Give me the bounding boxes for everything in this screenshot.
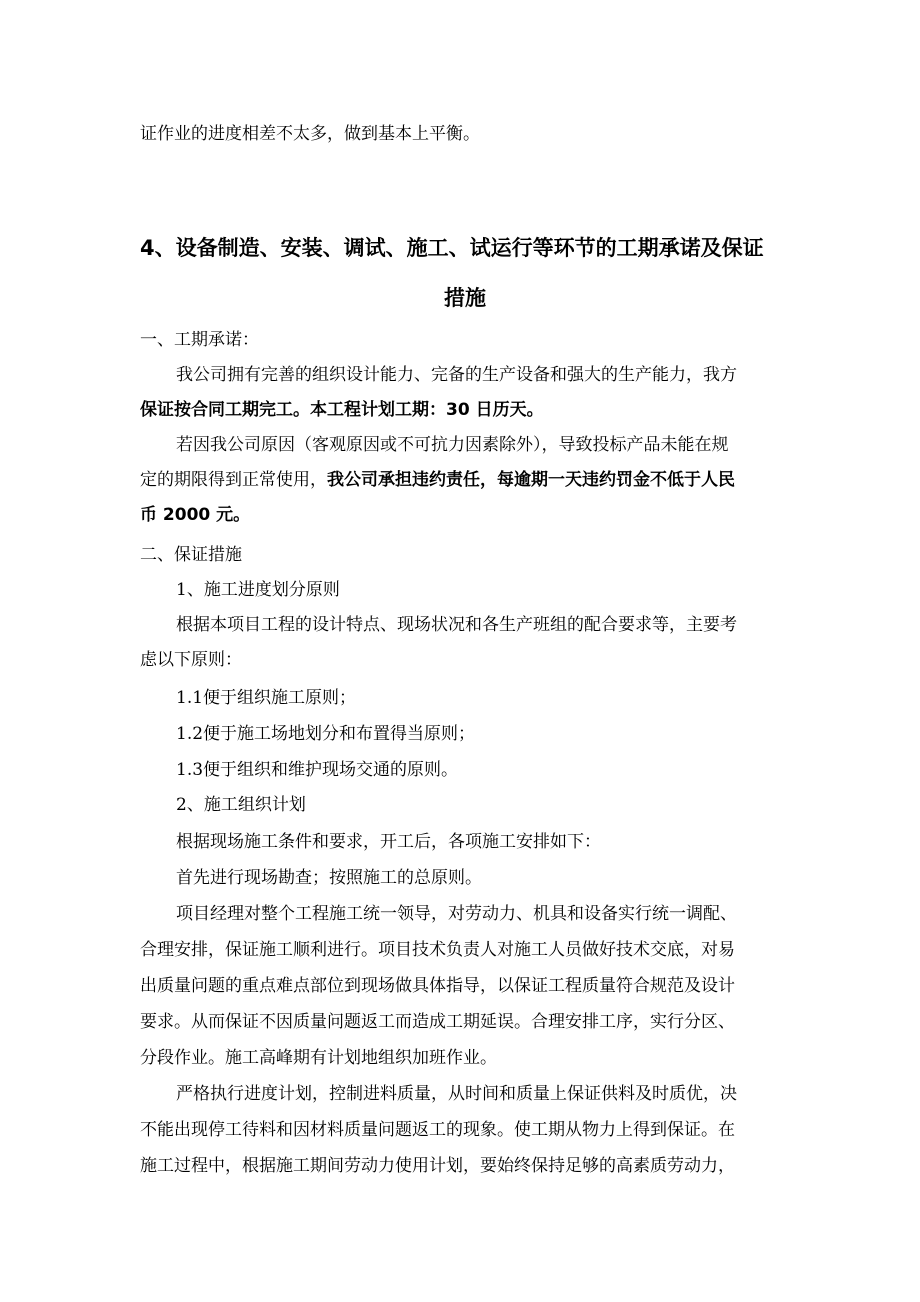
text-line: 严格执行进度计划，控制进料质量，从时间和质量上保证供料及时质优，决 — [176, 1084, 737, 1104]
subsection-title: 二、保证措施 — [140, 545, 242, 565]
text-line: 根据现场施工条件和要求，开工后，各项施工安排如下： — [176, 832, 601, 852]
text-line: 项目经理对整个工程施工统一领导，对劳动力、机具和设备实行统一调配、 — [176, 904, 737, 924]
numbered-item: 2、施工组织计划 — [176, 795, 306, 815]
text-line: 要求。从而保证不因质量问题返工而造成工期延误。合理安排工序，实行分区、 — [140, 1012, 735, 1032]
section-heading: 4、设备制造、安装、调试、施工、试运行等环节的工期承诺及保证 — [140, 236, 764, 260]
numbered-item: 1、施工进度划分原则 — [176, 580, 340, 600]
text-line: 虑以下原则： — [140, 650, 242, 670]
text-line: 出质量问题的重点难点部位到现场做具体指导，以保证工程质量符合规范及设计 — [140, 976, 735, 996]
text-line: 若因我公司原因（客观原因或不可抗力因素除外），导致投标产品未能在规 — [176, 435, 729, 455]
text-line: 施工过程中，根据施工期间劳动力使用计划，要始终保持足够的高素质劳动力， — [140, 1156, 735, 1176]
text-line-bold: 币 2000 元。 — [140, 505, 251, 525]
numbered-item: 1.2便于施工场地划分和布置得当原则； — [176, 724, 476, 744]
text-line: 不能出现停工待料和因材料质量问题返工的现象。使工期从物力上得到保证。在 — [140, 1120, 735, 1140]
text-line-bold: 保证按合同工期完工。本工程计划工期：30 日历天。 — [140, 400, 544, 420]
subsection-title: 一、工期承诺： — [140, 330, 259, 350]
text-line: 根据本项目工程的设计特点、现场状况和各生产班组的配合要求等，主要考 — [176, 615, 737, 635]
text-line-mixed: 定的期限得到正常使用，我公司承担违约责任，每逾期一天违约罚金不低于人民 — [140, 470, 735, 490]
text-line: 首先进行现场勘查；按照施工的总原则。 — [176, 868, 482, 888]
numbered-item: 1.1便于组织施工原则； — [176, 688, 357, 708]
text-line: 我公司拥有完善的组织设计能力、完备的生产设备和强大的生产能力，我方 — [176, 365, 737, 385]
text-line: 合理安排，保证施工顺利进行。项目技术负责人对施工人员做好技术交底，对易 — [140, 940, 735, 960]
text-line: 证作业的进度相差不太多，做到基本上平衡。 — [140, 124, 480, 144]
numbered-item: 1.3便于组织和维护现场交通的原则。 — [176, 760, 459, 780]
section-heading-continued: 措施 — [444, 286, 486, 310]
text-line: 分段作业。施工高峰期有计划地组织加班作业。 — [140, 1048, 497, 1068]
